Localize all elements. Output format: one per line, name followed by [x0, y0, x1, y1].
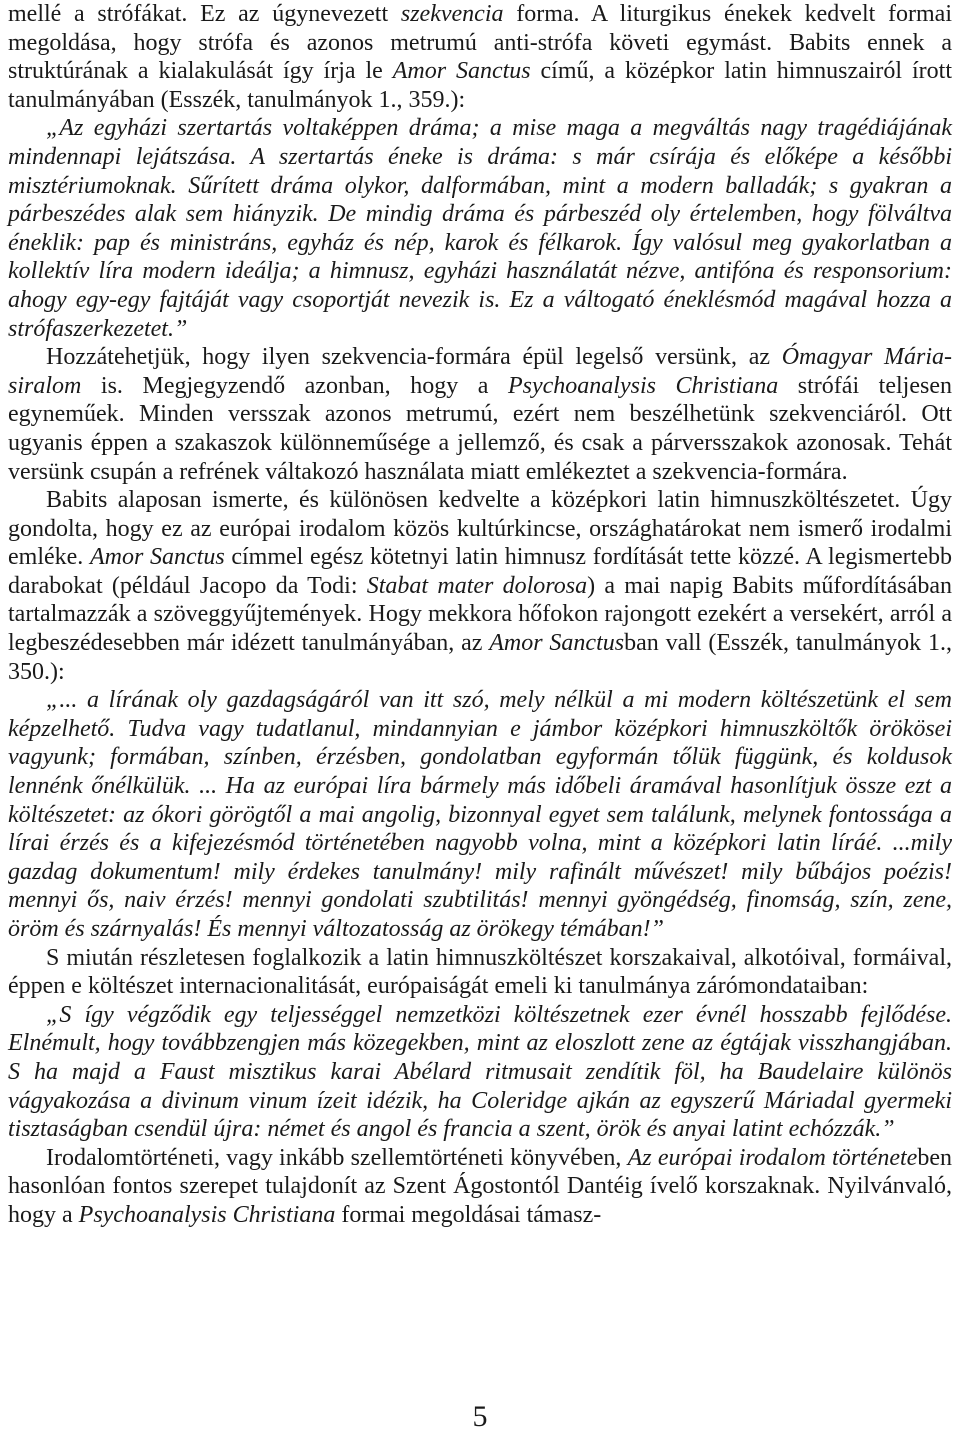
italic-run: Amor Sanctus	[89, 544, 225, 571]
italic-run: Az európai irodalom története	[627, 1144, 918, 1171]
italic-run: Stabat mater dolorosa	[366, 572, 588, 599]
quote-liturgy	[8, 114, 952, 343]
text-run: is. Megjegyzendő azonban, hogy a	[81, 372, 508, 399]
quote-richness-of-lyric	[8, 686, 952, 943]
text-run: „S így végződik egy teljességgel nemzetközi költészetnek ezer évnél hosszabb fejlődése. Elnémult, hogy továbbzengjen más közegekben, mint az eloszlott zene az égtájak visszhangjában. S ha majd a Faust misztikus karai Abélard ritmusait zendítik föl, ha Baudelaire különös vágyakozása a divinum vinum ízeit idézik, ha Coleridge ajkán az egyszerű Máriadal gyermeki tisztaságban csendül újra: német és angol és francia a szent, örök és anyai latint echózzák.”	[8, 1001, 952, 1143]
italic-run: szekvencia	[400, 1, 504, 27]
text-run: strófái teljesen egyneműek. Minden versszak azonos metrumú, ezért nem beszélhetünk szekvenciáról. Ott ugyanis éppen a szakaszok különneműsége a jellemző, és csak a párversszakok azonosak. Tehát versünk csupán a refrének váltakozó használata miatt emlékeztet a szekvencia-formára.	[8, 372, 952, 485]
text-run: címmel egész kötetnyi latin himnusz fordítását tette közzé. A legismertebb darabokat (például Jacopo da Todi:	[8, 544, 952, 599]
paragraph-closing-sentences	[8, 944, 952, 1001]
text-run: formai megoldásai támasz-	[335, 1201, 602, 1228]
text-run: „Az egyházi szertartás voltaképpen dráma; a mise maga a megváltás nagy tragédiájának mindennapi lejátszása. A szertartás éneke is dráma: s már csírája és előképe a későbbi misztériumoknak. Sűrített dráma olykor, dalformában, mint a modern balladák; s gyakran a párbeszédes alak sem hiányzik. De mindig dráma és párbeszéd oly értelemben, hogy fölváltva éneklik: pap és ministráns, egyház és nép, karok és félkarok. Így valósul meg gyakorlatban a kollektív líra modern ideálja; a himnusz, egyházi használatát nézve, antifóna és responsorium: ahogy egy-egy fajtáját vagy csoportját nevezik is. Ez a váltogató éneklésmód magával hozza a strófaszerkezetet.”	[8, 115, 952, 342]
italic-run: Amor Sanctus	[392, 58, 531, 85]
italic-run: Psychoanalysis Christiana	[78, 1201, 336, 1228]
paragraph-literary-history	[8, 1144, 952, 1230]
text-run: Babits alaposan ismerte, és különösen kedvelte a középkori latin himnuszköltészetet. Úgy gondolta, hogy ez az európai irodalom közös kultúrkincse, országhatárokat nem ismerő irodalmi emléke.	[8, 487, 952, 571]
italic-run: Amor Sanctus	[489, 630, 625, 657]
text-run: mellé a strófákat. Ez az úgynevezett	[8, 1, 401, 27]
text-run: forma. A liturgikus énekek kedvelt formai megoldása, hogy strófa és azonos metrumú anti-strófa követi egymást. Babits ennek a struktúrának a kialakulását így írja le	[8, 1, 952, 85]
text-run: ban vall (Esszék, tanulmányok 1., 350.):	[8, 630, 952, 685]
paragraph-1	[8, 0, 952, 114]
quote-international-poetry	[8, 1001, 952, 1144]
paragraph-latin-hymns	[8, 486, 952, 686]
text-run: „... a lírának oly gazdagságáról van itt szó, mely nélkül a mi modern költészetünk el sem képzelhető. Tudva vagy tudatlanul, mindannyian e jámbor középkori himnuszköltők örökösei vagyunk; formában, színben, érzésben, gondolatban egyformán tőlük függünk, és koldusok lennénk őnélkülük. ... Ha az európai líra bármely más időbeli áramával hasonlítjuk össze ezt a költészetet: az ókori görögtől a mai angolig, bizonnyal egyet sem találunk, melynek fontossága a lírai érzés és a kifejezésmód történetében nagyobb volna, mint a középkori latin líráé. ...mily gazdag dokumentum! mily érdekes tanulmány! mily rafinált művészet! mily bűbájos poézis! mennyi ős, naiv érzés! mennyi gondolati szubtilitás! mennyi gyöngédség, finomság, szín, zene, öröm és szárnyalás! És mennyi változatosság az örökegy témában!”	[8, 687, 952, 942]
text-run: Hozzátehetjük, hogy ilyen szekvencia-formára épül legelső versünk, az	[46, 344, 782, 371]
text-run: ben hasonlóan fontos szerepet tulajdonít az Szent Ágostontól Dantéig ívelő korszaknak. Nyilvánvaló, hogy a	[8, 1144, 952, 1228]
paragraph-sequence-form	[8, 343, 952, 486]
text-run: Irodalomtörténeti, vagy inkább szellemtörténeti könyvében,	[46, 1144, 628, 1171]
text-run: ) a mai napig Babits műfordításában tartalmazzák a szöveggyűjtemények. Hogy mekkora hőfokon rajongott ezekért a versekért, arról a legbeszédesebben már idézett tanulmányában, az	[8, 572, 952, 657]
text-run: című, a középkor latin himnuszairól írott tanulmányában (Esszék, tanulmányok 1., 359.):	[8, 58, 952, 113]
text-run: S miután részletesen foglalkozik a latin himnuszköltészet korszakaival, alkotóival, formáival, éppen e költészet internacionalitását, európaiságát emeli ki tanulmánya zárómondataiban:	[8, 944, 952, 1000]
italic-run: Ómagyar Mária-siralom	[8, 344, 952, 399]
page-body-text	[8, 0, 952, 1230]
page-number: 5	[472, 1400, 488, 1433]
italic-run: Psychoanalysis Christiana	[508, 372, 779, 399]
